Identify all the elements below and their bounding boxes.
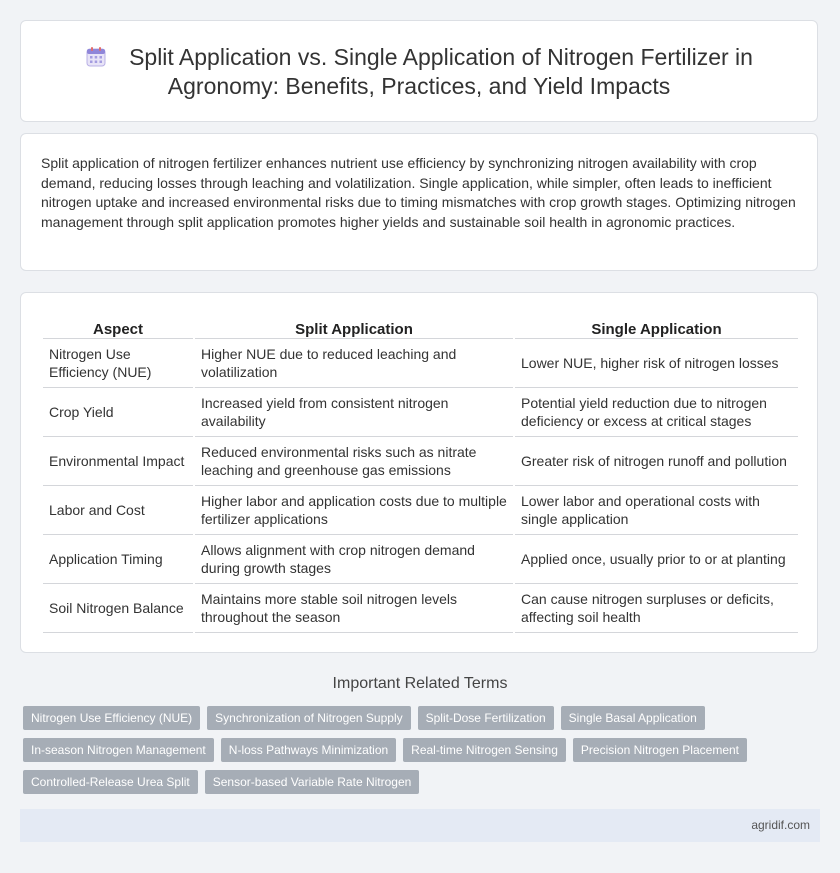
table-header-row xyxy=(43,316,798,339)
table-cell-split: Reduced environmental risks such as nitrate leaching and greenhouse gas emissions xyxy=(194,437,514,486)
table-cell-split: Increased yield from consistent nitrogen availability xyxy=(194,388,514,437)
table-cell-single: Potential yield reduction due to nitrogen deficiency or excess at critical stages xyxy=(514,388,798,437)
header-aspect: Aspect xyxy=(43,316,194,339)
table-cell-aspect: Crop Yield xyxy=(43,388,194,437)
related-terms-list xyxy=(23,706,813,802)
title-card xyxy=(20,20,818,122)
related-term-tag[interactable]: Real-time Nitrogen Sensing xyxy=(403,738,566,762)
table-cell-aspect: Labor and Cost xyxy=(43,486,194,535)
table-cell-split: Allows alignment with crop nitrogen demand during growth stages xyxy=(194,535,514,584)
table-row xyxy=(43,437,798,486)
related-term-tag[interactable]: Sensor-based Variable Rate Nitrogen xyxy=(205,770,420,794)
table-row xyxy=(43,388,798,437)
summary-card xyxy=(20,133,818,271)
comparison-table xyxy=(43,316,798,633)
related-term-tag[interactable]: Nitrogen Use Efficiency (NUE) xyxy=(23,706,200,730)
table-cell-single: Can cause nitrogen surpluses or deficits, affecting soil health xyxy=(514,584,798,633)
table-cell-single: Lower NUE, higher risk of nitrogen losses xyxy=(514,339,798,388)
table-row xyxy=(43,339,798,388)
header-single-application: Single Application xyxy=(514,316,798,339)
comparison-table-card xyxy=(20,292,818,653)
table-row xyxy=(43,486,798,535)
related-term-tag[interactable]: Split-Dose Fertilization xyxy=(418,706,554,730)
table-cell-single: Applied once, usually prior to or at planting xyxy=(514,535,798,584)
related-terms-heading: Important Related Terms xyxy=(332,675,508,692)
table-cell-split: Maintains more stable soil nitrogen levels throughout the season xyxy=(194,584,514,633)
related-term-tag[interactable]: Precision Nitrogen Placement xyxy=(573,738,747,762)
table-cell-aspect: Nitrogen Use Efficiency (NUE) xyxy=(43,339,194,388)
page-title xyxy=(61,43,777,101)
footer xyxy=(20,809,820,842)
related-term-tag[interactable]: Single Basal Application xyxy=(561,706,705,730)
table-cell-split: Higher NUE due to reduced leaching and volatilization xyxy=(194,339,514,388)
table-cell-split: Higher labor and application costs due to multiple fertilizer applications xyxy=(194,486,514,535)
table-cell-aspect: Environmental Impact xyxy=(43,437,194,486)
table-cell-aspect: Application Timing xyxy=(43,535,194,584)
page-title-text: Split Application vs. Single Application of Nitrogen Fertilizer in Agronomy: Benefits, Practices, and Yield Impacts xyxy=(129,44,753,99)
table-cell-single: Greater risk of nitrogen runoff and pollution xyxy=(514,437,798,486)
related-term-tag[interactable]: In-season Nitrogen Management xyxy=(23,738,214,762)
related-term-tag[interactable]: N-loss Pathways Minimization xyxy=(221,738,396,762)
related-term-tag[interactable]: Controlled-Release Urea Split xyxy=(23,770,198,794)
table-cell-single: Lower labor and operational costs with single application xyxy=(514,486,798,535)
related-term-tag[interactable]: Synchronization of Nitrogen Supply xyxy=(207,706,410,730)
calendar-icon xyxy=(85,46,107,68)
header-split-application: Split Application xyxy=(194,316,514,339)
table-cell-aspect: Soil Nitrogen Balance xyxy=(43,584,194,633)
summary-text: Split application of nitrogen fertilizer enhances nutrient use efficiency by synchronizing nitrogen availability with crop demand, reducing losses through leaching and volatilization. Single application, while simpler, often leads to inefficient nitrogen uptake and increased environmental risks due to timing mismatches with crop growth stages. Optimizing nitrogen management through split application promotes higher yields and sustainable soil health in agronomic practices. xyxy=(41,155,796,230)
footer-site-link[interactable]: agridif.com xyxy=(751,818,810,832)
table-row xyxy=(43,584,798,633)
table-row xyxy=(43,535,798,584)
